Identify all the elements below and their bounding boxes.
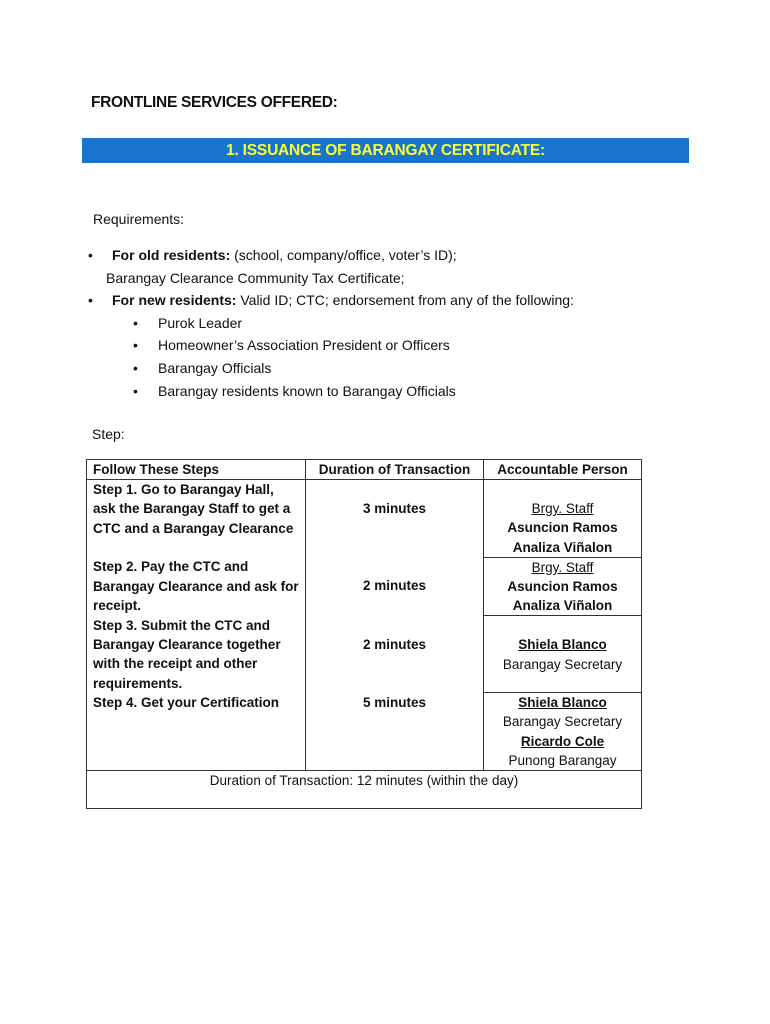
accountable-name: Asuncion Ramos xyxy=(507,520,618,536)
endorser-item: Barangay residents known to Barangay Officials xyxy=(158,383,456,399)
old-residents-text: (school, company/office, voter’s ID); xyxy=(230,247,457,263)
steps-table xyxy=(86,459,642,809)
total-row xyxy=(87,771,642,809)
table-row xyxy=(87,557,642,616)
column-header: Follow These Steps xyxy=(87,460,306,480)
endorser-item: Purok Leader xyxy=(158,315,243,331)
step-cell: Step 2. Pay the CTC and Barangay Clearance and ask for receipt. xyxy=(87,557,306,616)
accountable-role: Punong Barangay xyxy=(508,752,617,768)
new-residents-item xyxy=(112,292,574,308)
old-residents-continuation: Barangay Clearance Community Tax Certificate; xyxy=(106,270,405,286)
endorser-item: Homeowner’s Association President or Officers xyxy=(158,337,450,353)
table-row xyxy=(87,616,642,693)
duration-cell: 5 minutes xyxy=(306,693,484,771)
accountable-cell xyxy=(484,557,642,616)
accountable-name: Analiza Viñalon xyxy=(512,539,613,555)
column-header: Duration of Transaction xyxy=(306,460,484,480)
table-row xyxy=(87,693,642,771)
total-duration: Duration of Transaction: 12 minutes (within the day) xyxy=(87,771,642,809)
table-header-row xyxy=(87,460,642,480)
accountable-role: Barangay Secretary xyxy=(502,656,623,672)
new-residents-text: Valid ID; CTC; endorsement from any of the following: xyxy=(236,292,574,308)
bullet-icon: • xyxy=(133,315,138,331)
accountable-name: Ricardo Cole xyxy=(520,733,605,749)
table-row xyxy=(87,480,642,558)
step-label: Step: xyxy=(92,426,125,442)
step-cell: Step 3. Submit the CTC and Barangay Clearance together with the receipt and other requirements. xyxy=(87,616,306,693)
bullet-icon: • xyxy=(133,383,138,399)
bullet-icon: • xyxy=(88,292,93,308)
endorser-item: Barangay Officials xyxy=(158,360,272,376)
old-residents-item xyxy=(112,247,457,263)
bullet-icon: • xyxy=(88,247,93,263)
old-residents-label: For old residents: xyxy=(112,247,231,263)
step-cell: Step 4. Get your Certification xyxy=(87,693,306,771)
page-heading: FRONTLINE SERVICES OFFERED: xyxy=(91,94,338,111)
accountable-name: Asuncion Ramos xyxy=(507,579,618,595)
column-header: Accountable Person xyxy=(484,460,642,480)
requirements-label: Requirements: xyxy=(93,211,185,227)
accountable-name: Shiela Blanco xyxy=(518,637,607,653)
accountable-cell xyxy=(484,693,642,771)
accountable-cell xyxy=(484,616,642,693)
section-banner: 1. ISSUANCE OF BARANGAY CERTIFICATE: xyxy=(82,138,689,163)
duration-cell: 3 minutes xyxy=(306,480,484,558)
accountable-role: Barangay Secretary xyxy=(502,714,623,730)
accountable-role: Brgy. Staff xyxy=(531,501,594,517)
duration-cell: 2 minutes xyxy=(306,557,484,616)
duration-cell: 2 minutes xyxy=(306,616,484,693)
accountable-cell xyxy=(484,480,642,558)
accountable-name: Shiela Blanco xyxy=(518,695,607,711)
accountable-role: Brgy. Staff xyxy=(531,559,594,575)
bullet-icon: • xyxy=(133,337,138,353)
step-cell: Step 1. Go to Barangay Hall, ask the Barangay Staff to get a CTC and a Barangay Clearance xyxy=(87,480,306,558)
accountable-name: Analiza Viñalon xyxy=(512,598,613,614)
bullet-icon: • xyxy=(133,360,138,376)
new-residents-label: For new residents: xyxy=(112,292,237,308)
